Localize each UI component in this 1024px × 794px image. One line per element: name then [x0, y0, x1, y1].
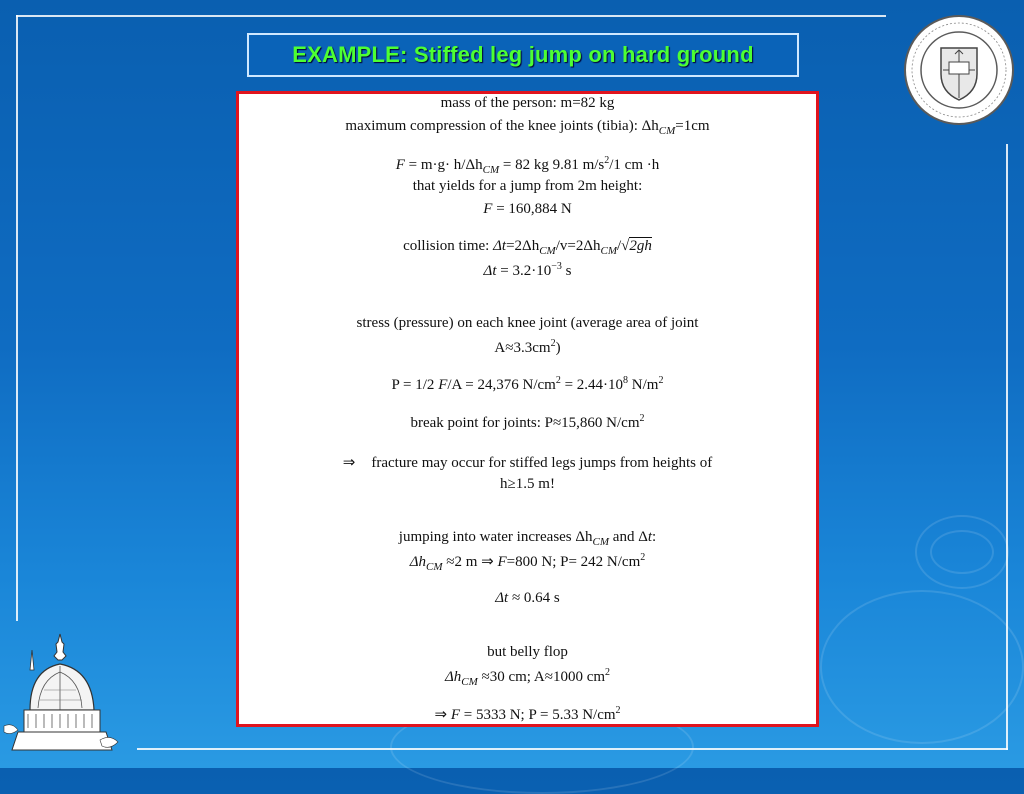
superscript: 2 — [550, 338, 556, 349]
var-f: F — [483, 201, 493, 217]
superscript: 2 — [639, 413, 645, 424]
line-text: N/m — [628, 377, 659, 393]
superscript: 2 — [640, 552, 646, 563]
line-text: =2Δh — [506, 238, 540, 254]
line-text: but belly flop — [487, 644, 568, 660]
line-text: = 160,884 N — [492, 201, 572, 217]
text-line-belly-result — [239, 705, 816, 724]
text-line-dt-value — [239, 261, 816, 280]
left-divider-line — [16, 15, 18, 621]
var-dh: Δh — [444, 669, 462, 685]
line-text: =1cm — [675, 118, 710, 134]
text-line-belly-values — [239, 667, 816, 688]
var-dt: Δt — [493, 238, 507, 254]
line-text: = 3.2·10 — [496, 263, 552, 279]
var-dh: Δh — [409, 554, 427, 570]
implies-arrow: ⇒ — [342, 455, 356, 471]
text-line-pressure — [239, 375, 816, 394]
text-line-force-formula — [239, 155, 816, 176]
text-line-collision-time — [239, 238, 816, 257]
line-text: ⇒ — [434, 707, 451, 723]
equation-panel — [236, 91, 819, 727]
line-text: break point for joints: P≈15,860 N/cm — [410, 415, 640, 431]
university-seal-icon — [903, 14, 1015, 126]
superscript: 2 — [605, 667, 611, 678]
line-text: stress (pressure) on each knee joint (average area of joint — [356, 315, 699, 331]
text-line-break-point — [239, 413, 816, 432]
var-f: F — [497, 554, 507, 570]
var-dt: Δt — [483, 263, 497, 279]
text-line-mass — [239, 95, 816, 112]
subscript: CM — [600, 245, 617, 257]
subscript: CM — [461, 676, 478, 688]
superscript: 2 — [615, 705, 621, 716]
line-text: = m·g· h/Δh — [404, 157, 483, 173]
text-line-water-dt — [239, 590, 816, 607]
subscript: CM — [592, 536, 610, 548]
superscript: −3 — [551, 261, 562, 272]
line-text: ≈ 0.64 s — [508, 590, 560, 606]
line-text: = 5333 N; P = 5.33 N/cm — [459, 707, 616, 723]
line-text: s — [561, 263, 572, 279]
slide-title: EXAMPLE: Stiffed leg jump on hard ground — [292, 42, 754, 67]
var-f: F — [395, 157, 405, 173]
text-line-yields — [239, 178, 816, 195]
line-text: mass of the person: m=82 kg — [440, 95, 615, 111]
subscript: CM — [482, 164, 500, 176]
line-text: ) — [555, 340, 561, 356]
line-text: jumping into water increases Δh — [398, 529, 593, 545]
var-dt: Δt — [495, 590, 509, 606]
text-line-water — [239, 529, 816, 548]
line-text: /√ — [616, 238, 630, 254]
line-text: that yields for a jump from 2m height: — [412, 178, 643, 194]
line-text: =800 N; P= 242 N/cm — [506, 554, 641, 570]
text-line-water-values — [239, 552, 816, 573]
superscript: 2 — [658, 375, 664, 386]
var-f: F — [438, 377, 448, 393]
text-line-compression — [239, 118, 816, 137]
superscript: 2 — [604, 155, 610, 166]
slide-title-box — [247, 33, 799, 77]
superscript: 8 — [623, 375, 629, 386]
var-t: t — [647, 529, 653, 545]
line-text: = 82 kg 9.81 m/s — [499, 157, 605, 173]
line-text: A≈3.3cm — [494, 340, 551, 356]
text-line-area — [239, 338, 816, 357]
ripple-decoration — [820, 590, 1024, 744]
line-text: P = 1/2 — [391, 377, 439, 393]
text-line-force-value — [239, 201, 816, 218]
sqrt-argument: 2gh — [629, 238, 652, 254]
line-text: = 2.44·10 — [560, 377, 624, 393]
subscript: CM — [426, 561, 443, 573]
line-text: ≈2 m ⇒ — [442, 554, 498, 570]
text-line-stress — [239, 315, 816, 332]
line-text: ≈30 cm; A≈1000 cm — [477, 669, 606, 685]
text-line-fracture — [239, 453, 816, 472]
superscript: 2 — [555, 375, 561, 386]
ripple-decoration — [915, 515, 1009, 589]
line-text: collision time: — [403, 238, 494, 254]
golden-dome-icon — [0, 630, 122, 760]
subscript: CM — [658, 125, 676, 137]
subscript: CM — [539, 245, 556, 257]
var-f: F — [450, 707, 460, 723]
text-line-belly-flop — [239, 644, 816, 661]
line-text: and Δ — [609, 529, 648, 545]
line-text: : — [652, 529, 657, 545]
line-text: maximum compression of the knee joints (tibia): Δh — [345, 118, 659, 134]
text-line-height-limit — [239, 476, 816, 493]
line-text: /v=2Δh — [555, 238, 601, 254]
line-text: /A = 24,376 N/cm — [447, 377, 556, 393]
line-text: h≥1.5 m! — [500, 476, 555, 492]
top-divider-line — [16, 15, 886, 17]
line-text: fracture may occur for stiffed legs jumps from heights of — [371, 455, 713, 471]
line-text: /1 cm ·h — [609, 157, 660, 173]
